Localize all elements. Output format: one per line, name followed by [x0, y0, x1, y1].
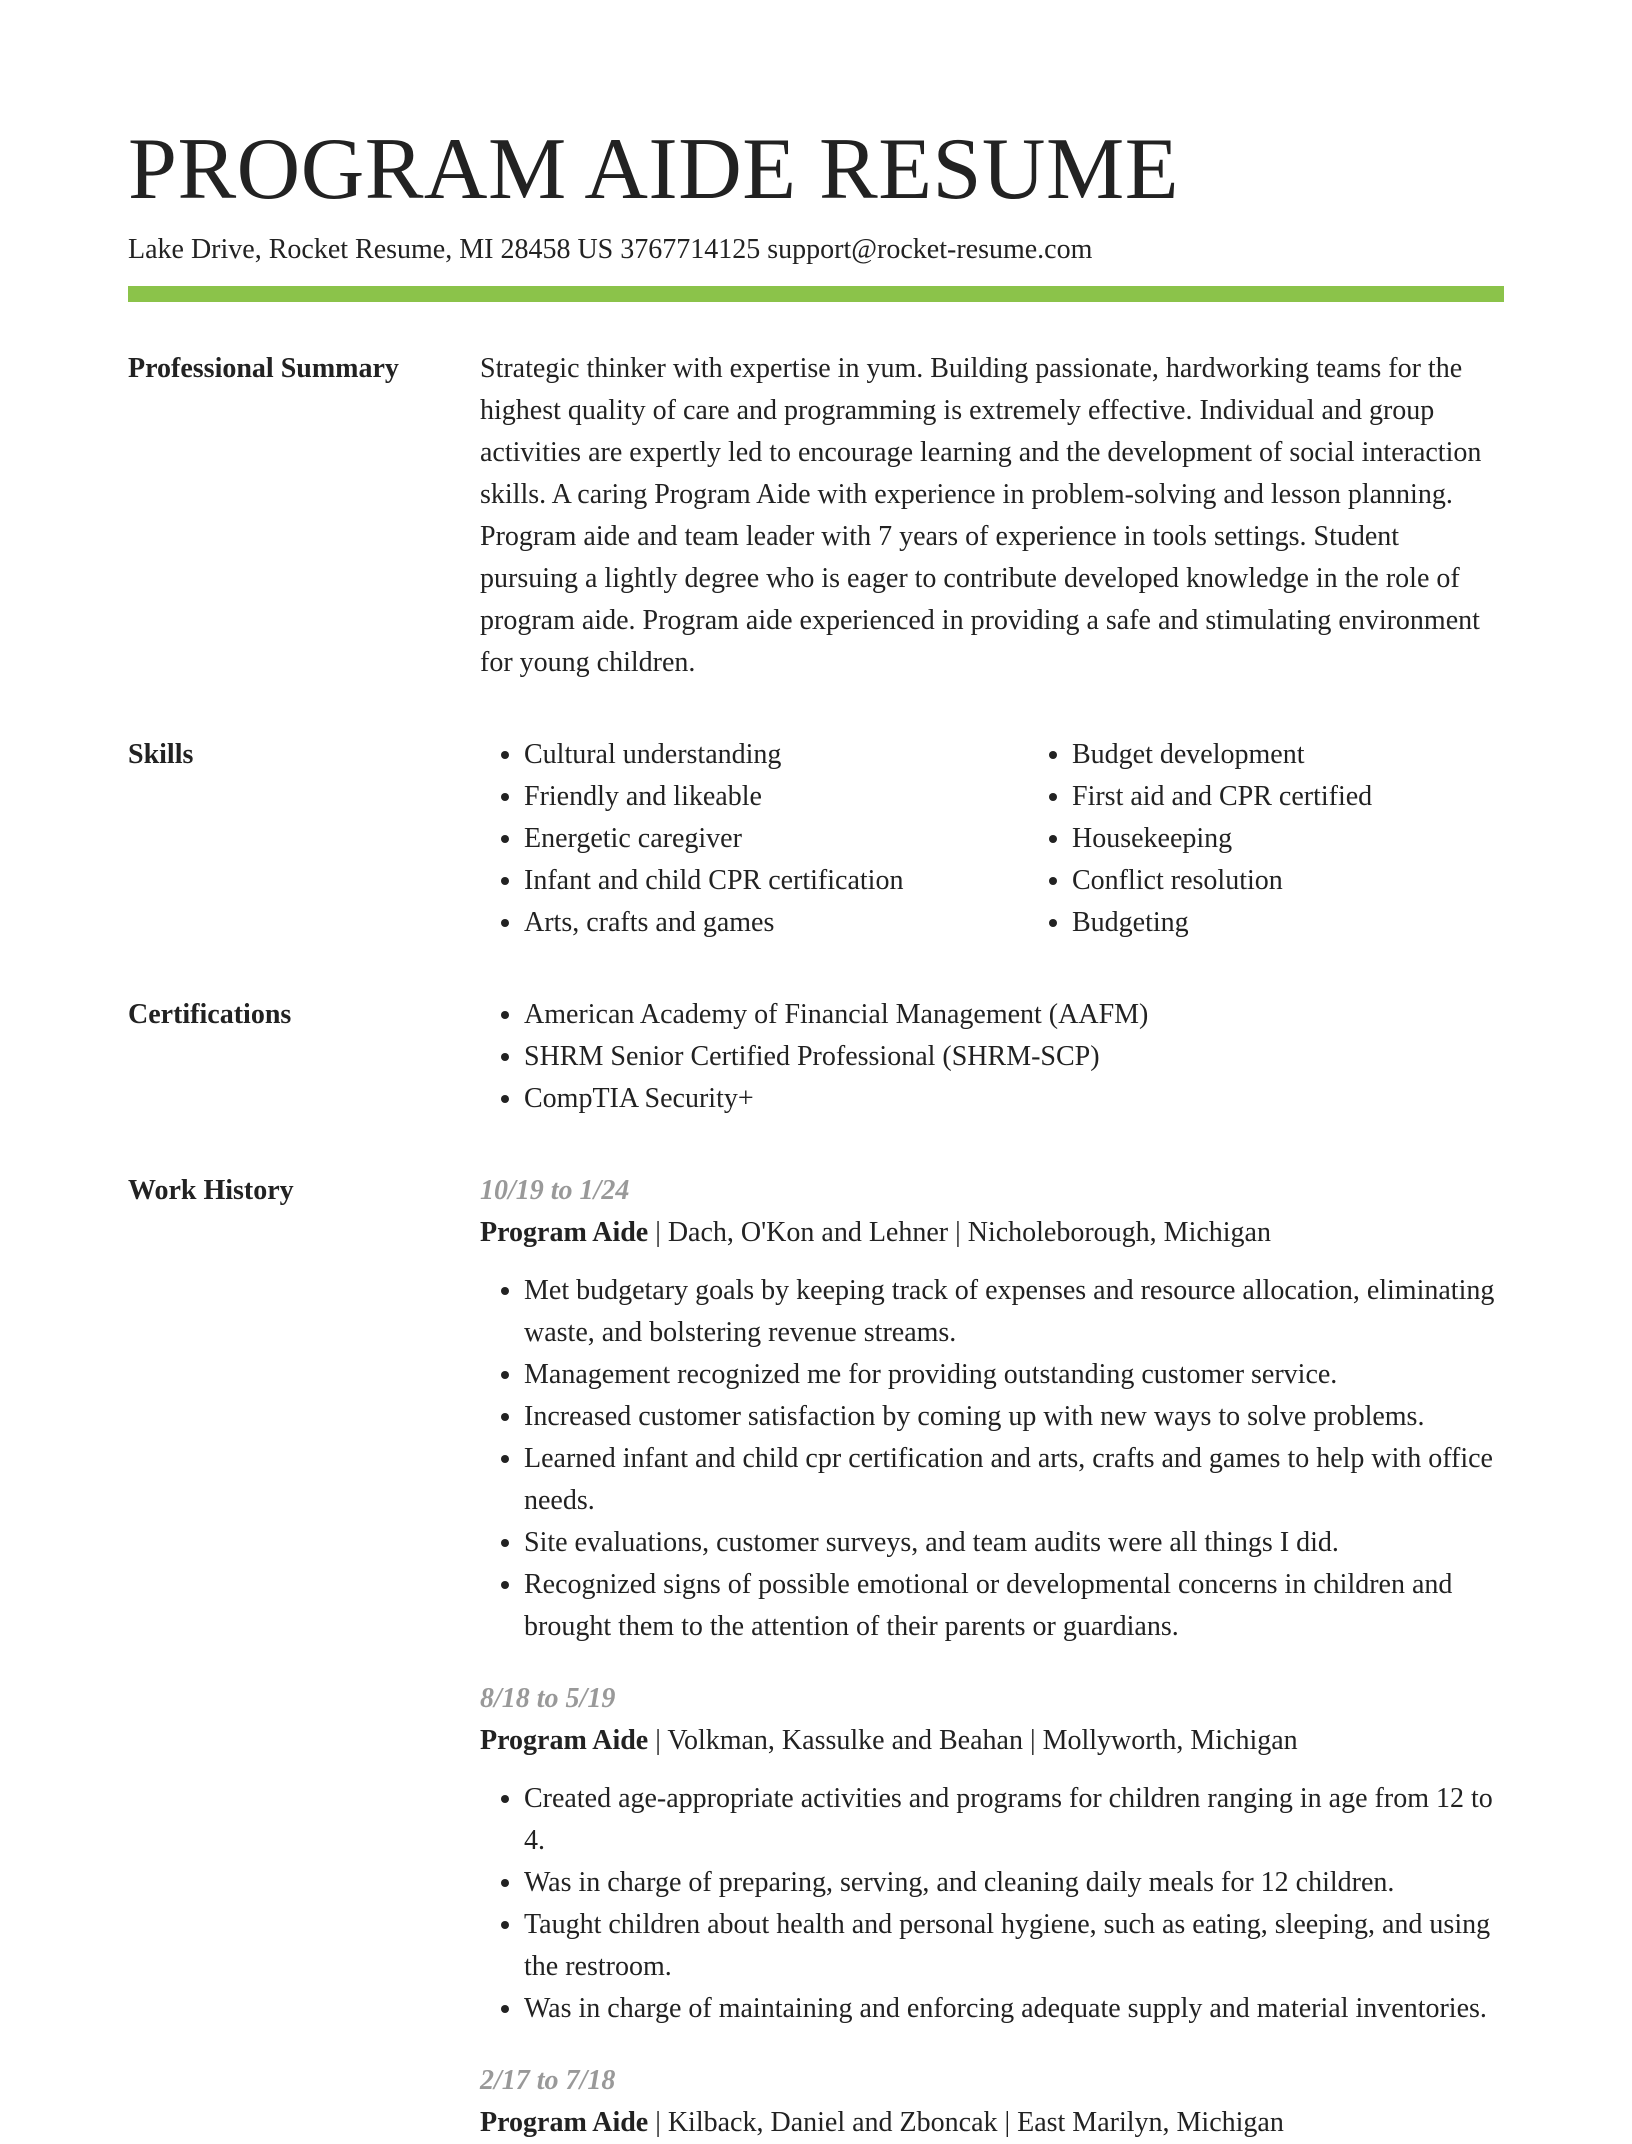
- job-bullet: • Taught children about health and personal hygiene, such as eating, sleeping, and using the restroom.: [524, 1904, 1504, 1988]
- skill-item: • Budgeting: [1072, 902, 1576, 944]
- job-bullets: [480, 1270, 1504, 1648]
- job-employer-location: | Dach, O'Kon and Lehner | Nicholeborough, Michigan: [648, 1217, 1271, 1248]
- skill-item: • First aid and CPR certified: [1072, 776, 1576, 818]
- job-entry: [480, 1170, 1504, 1648]
- job-title-line: [480, 1212, 1504, 1254]
- job-bullet: • Site evaluations, customer surveys, and team audits were all things I did.: [524, 1522, 1504, 1564]
- job-bullet: • Management recognized me for providing outstanding customer service.: [524, 1354, 1504, 1396]
- contact-address: Lake Drive, Rocket Resume, MI 28458 US: [128, 234, 614, 265]
- certifications-section: [128, 994, 1504, 1120]
- job-title: Program Aide: [480, 1217, 649, 1248]
- job-entry: [480, 2060, 1504, 2144]
- job-bullet: • Was in charge of maintaining and enforcing adequate supply and material inventories.: [524, 1988, 1504, 2030]
- skill-item: • Infant and child CPR certification: [524, 860, 1028, 902]
- resume-title: PROGRAM AIDE RESUME: [128, 121, 1179, 218]
- job-bullet: • Increased customer satisfaction by coming up with new ways to solve problems.: [524, 1396, 1504, 1438]
- contact-email: support@rocket-resume.com: [767, 234, 1093, 265]
- section-heading: Work History: [128, 1175, 294, 1206]
- contact-phone: 3767714125: [620, 234, 761, 265]
- skill-item: • Budget development: [1072, 734, 1576, 776]
- certification-item: • CompTIA Security+: [524, 1078, 1504, 1120]
- resume-header: [128, 118, 1504, 302]
- job-bullet: • Recognized signs of possible emotional or developmental concerns in children and brought them to the attention of their parents or guardians.: [524, 1564, 1504, 1648]
- skill-item: • Cultural understanding: [524, 734, 1028, 776]
- job-bullet: • Learned infant and child cpr certification and arts, crafts and games to help with office needs.: [524, 1438, 1504, 1522]
- job-title: Program Aide: [480, 2107, 649, 2138]
- section-heading: Skills: [128, 739, 194, 770]
- job-dates: 10/19 to 1/24: [480, 1175, 630, 1206]
- skill-item: • Arts, crafts and games: [524, 902, 1028, 944]
- header-divider: [128, 286, 1504, 302]
- job-bullets: [480, 1778, 1504, 2030]
- certification-item: • American Academy of Financial Management (AAFM): [524, 994, 1504, 1036]
- section-body: [480, 348, 1504, 684]
- work-history-section: [128, 1170, 1504, 2144]
- job-bullet: • Met budgetary goals by keeping track of expenses and resource allocation, eliminating waste, and bolstering revenue streams.: [524, 1270, 1504, 1354]
- job-bullet: • Was in charge of preparing, serving, and cleaning daily meals for 12 children.: [524, 1862, 1504, 1904]
- resume-page: [128, 118, 1504, 2144]
- skills-column-2: [1028, 734, 1576, 944]
- skill-item: • Friendly and likeable: [524, 776, 1028, 818]
- job-dates: 8/18 to 5/19: [480, 1683, 616, 1714]
- skill-item: • Energetic caregiver: [524, 818, 1028, 860]
- professional-summary-section: [128, 348, 1504, 684]
- certification-item: • SHRM Senior Certified Professional (SHRM-SCP): [524, 1036, 1504, 1078]
- skill-item: • Conflict resolution: [1072, 860, 1576, 902]
- job-title-line: [480, 2102, 1504, 2144]
- skills-column-1: [480, 734, 1028, 944]
- job-bullet: • Created age-appropriate activities and programs for children ranging in age from 12 to 4.: [524, 1778, 1504, 1862]
- skills-grid: [480, 734, 1576, 944]
- certifications-list: [480, 994, 1504, 1120]
- section-body: [480, 1170, 1504, 2144]
- job-employer-location: | Kilback, Daniel and Zboncak | East Marilyn, Michigan: [648, 2107, 1284, 2138]
- contact-line: [128, 230, 1504, 270]
- section-heading: Professional Summary: [128, 353, 399, 384]
- job-dates: 2/17 to 7/18: [480, 2065, 616, 2096]
- section-body: [480, 994, 1504, 1120]
- job-employer-location: | Volkman, Kassulke and Beahan | Mollyworth, Michigan: [648, 1725, 1298, 1756]
- job-title-line: [480, 1720, 1504, 1762]
- summary-text: Strategic thinker with expertise in yum. Building passionate, hardworking teams for the highest quality of care and programming is extremely effective. Individual and group activities are expertly led to encourage learning and the development of social interaction skills. A caring Program Aide with experience in problem-solving and lesson planning. Program aide and team leader with 7 years of experience in tools settings. Student pursuing a lightly degree who is eager to contribute developed knowledge in the role of program aide. Program aide experienced in providing a safe and stimulating environment for young children.: [480, 353, 1482, 678]
- skills-section: [128, 734, 1504, 944]
- skill-item: • Housekeeping: [1072, 818, 1576, 860]
- section-heading: Certifications: [128, 999, 292, 1030]
- job-entry: [480, 1678, 1504, 2030]
- job-title: Program Aide: [480, 1725, 649, 1756]
